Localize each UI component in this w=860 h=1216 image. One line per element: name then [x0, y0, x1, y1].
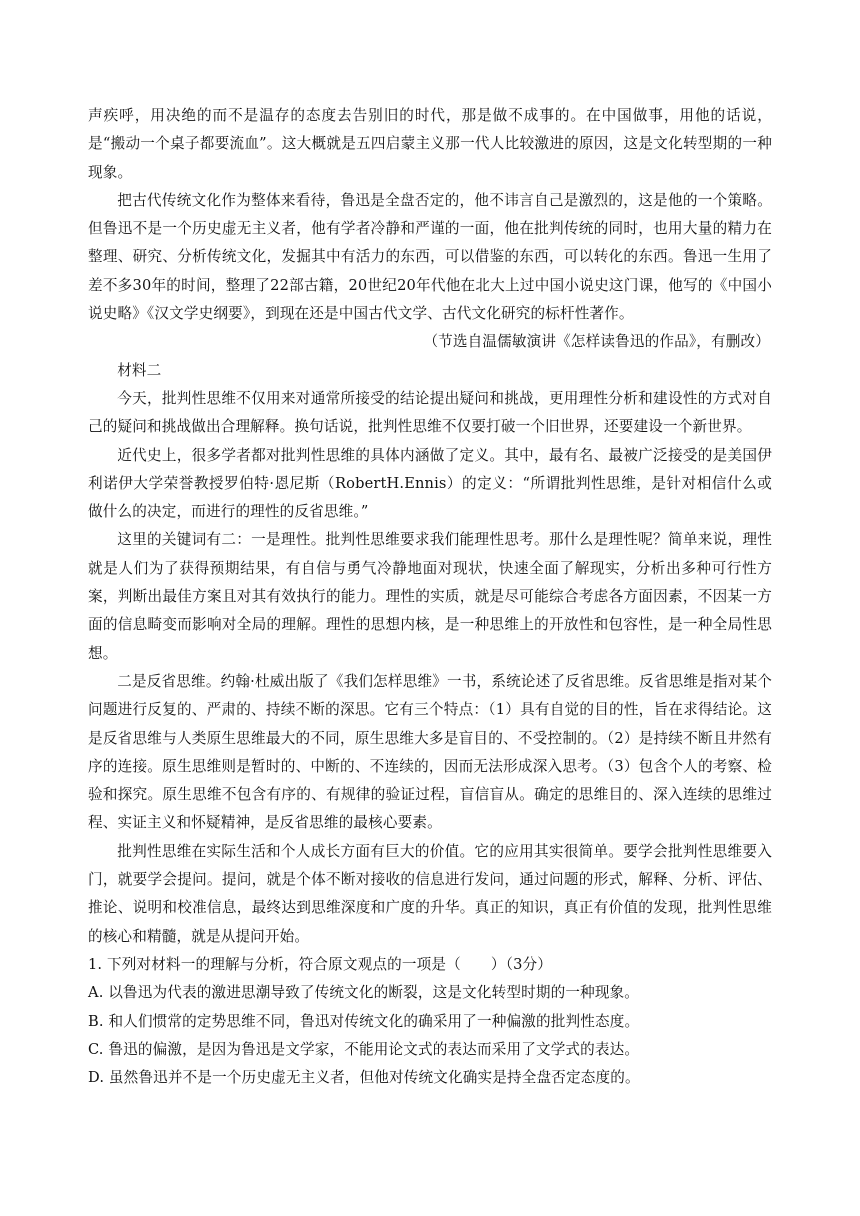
option-d: D. 虽然鲁迅并不是一个历史虚无主义者，但他对传统文化确实是持全盘否定态度的。 — [88, 1069, 640, 1087]
material2-heading: 材料二 — [117, 361, 162, 379]
question-1-stem-text: 1. 下列对材料一的理解与分析，符合原文观点的一项是（ — [88, 955, 461, 973]
material2-paragraph-2: 近代史上，很多学者都对批判性思维的具体内涵做了定义。其中，最有名、最被广泛接受的是美国伊利诺伊大学荣誉教授罗伯特·恩尼斯（RobertH.Ennis）的定义：“所谓批判性思维，是针对相信什么或做什么的决定，而进行的理性的反省思维。” — [88, 446, 772, 521]
material2-paragraph-1: 今天，批判性思维不仅用来对通常所接受的结论提出疑问和挑战，更用理性分析和建设性的方式对自己的疑问和挑战做出合理解释。换句话说，批判性思维不仅要打破一个旧世界，还要建设一个新世界。 — [88, 389, 772, 436]
material1-paragraph-1: 声疾呼，用决绝的而不是温存的态度去告别旧的时代，那是做不成事的。在中国做事，用他的话说，是“搬动一个桌子都要流血”。这大概就是五四启蒙主义那一代人比较激进的原因，这是文化转型期的一种现象。 — [88, 107, 772, 181]
material2-paragraph-4: 二是反省思维。约翰·杜威出版了《我们怎样思维》一书，系统论述了反省思维。反省思维是指对某个问题进行反复的、严肃的、持续不断的深思。它有三个特点：（1）具有自觉的目的性，旨在求得结论。这是反省思维与人类原生思维最大的不同，原生思维大多是盲目的、不受控制的。（2）是持续不断且井然有序的连接。原生思维则是暂时的、中断的、不连续的，因而无法形成深入思考。（3）包含个人的考察、检验和探究。原生思维不包含有序的、有规律的验证过程，盲信盲从。确定的思维目的、深入连续的思维过程、实证主义和怀疑精神，是反省思维的最核心要素。 — [88, 672, 772, 832]
option-b: B. 和人们惯常的定势思维不同，鲁迅对传统文化的确采用了一种偏激的批判性态度。 — [88, 1012, 640, 1030]
material1-paragraph-2: 把古代传统文化作为整体来看待，鲁迅是全盘否定的，他不讳言自己是激烈的，这是他的一个策略。但鲁迅不是一个历史虚无主义者，他有学者冷静和严谨的一面，他在批判传统的同时，也用大量的精力在整理、研究、分析传统文化，发掘其中有活力的东西，可以借鉴的东西，可以转化的东西。鲁迅一生用了差不多30年的时间，整理了22部古籍，20世纪20年代他在北大上过中国小说史这门课，他写的《中国小说史略》《汉文学史纲要》，到现在还是中国古代文学、古代文化研究的标杆性著作。 — [88, 191, 772, 323]
material2-paragraph-3: 这里的关键词有二：一是理性。批判性思维要求我们能理性思考。那什么是理性呢？简单来说，理性就是人们为了获得预期结果，有自信与勇气冷静地面对现状，快速全面了解现实，分析出多种可行性方案，判断出最佳方案且对其有效执行的能力。理性的实质，就是尽可能综合考虑各方面因素，不因某一方面的信息畸变而影响对全局的理解。理性的思想内核，是一种思维上的开放性和包容性，是一种全局性思想。 — [88, 531, 772, 662]
option-c: C. 鲁迅的偏激，是因为鲁迅是文学家，不能用论文式的表达而采用了文学式的表达。 — [88, 1040, 640, 1058]
question-1-score: ）（3分） — [490, 955, 552, 973]
document-page — [88, 102, 772, 1092]
option-a: A. 以鲁迅为代表的激进思潮导致了传统文化的断裂，这是文化转型时期的一种现象。 — [88, 984, 640, 1002]
question-1-stem — [88, 951, 772, 979]
material2-paragraph-5: 批判性思维在实际生活和个人成长方面有巨大的价值。它的应用其实很简单。要学会批判性思维要入门，就要学会提问。提问，就是个体不断对接收的信息进行发问，通过问题的形式，解释、分析、评估、推论、说明和校准信息，最终达到思维深度和广度的升华。真正的知识，真正有价值的发现，批判性思维的核心和精髓，就是从提问开始。 — [88, 842, 772, 945]
source-citation: （节选自温儒敏演讲《怎样读鲁迅的作品》，有删改） — [423, 333, 770, 351]
